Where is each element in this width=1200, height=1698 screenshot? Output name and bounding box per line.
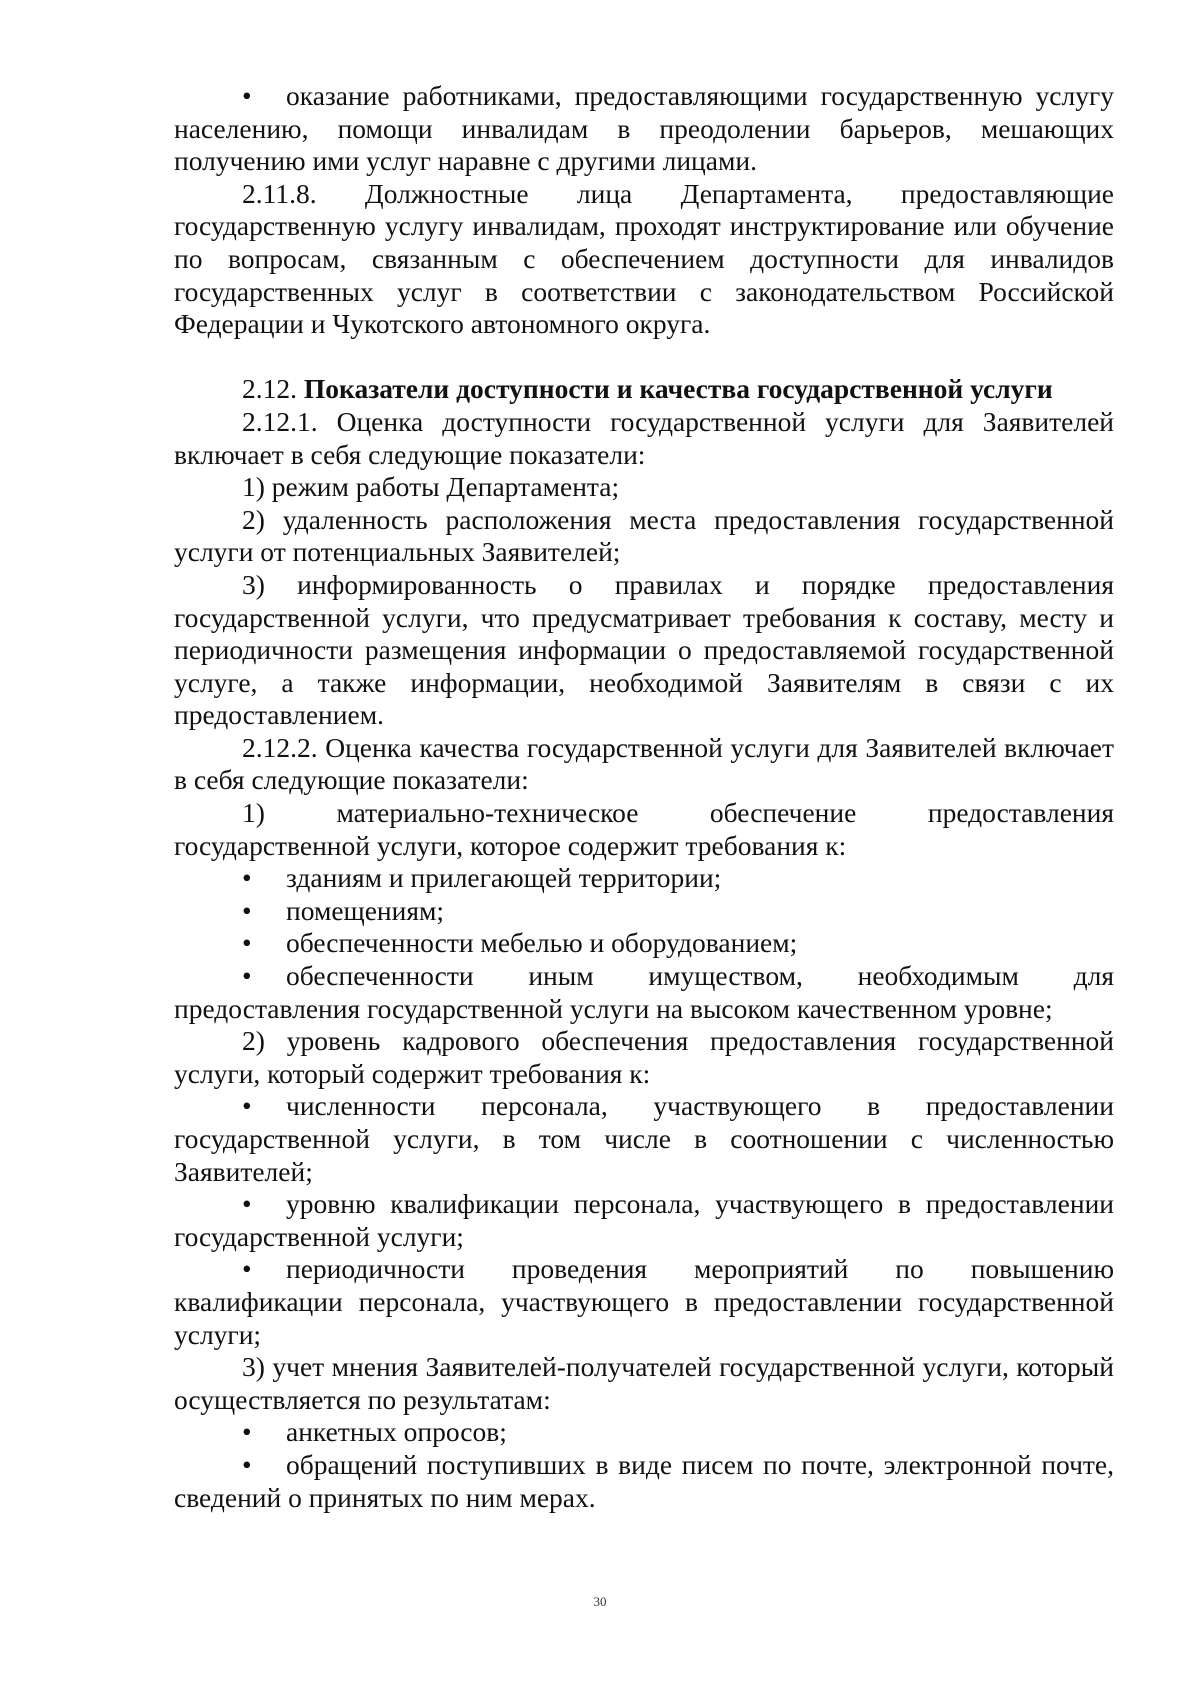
- bullet-item-buildings: [174, 862, 1114, 895]
- bullet-item-training: [174, 1253, 1114, 1351]
- list-item-3-opinion: 3) учет мнения Заявителей-получателей государственной услуги, который осуществляется по результатам:: [174, 1351, 1114, 1415]
- bullet-icon: •: [242, 80, 252, 111]
- bullet-icon: •: [242, 927, 252, 959]
- list-item-2: 2) удаленность расположения места предоставления государственной услуги от потенциальных Заявителей;: [174, 503, 1114, 568]
- bullet-text: численности персонала, участвующего в предоставлении государственной услуги, в том числе в соотношении с численностью Заявителей;: [174, 1090, 1114, 1187]
- bullet-item-assistance: [174, 80, 1114, 178]
- bullet-item-premises: [174, 895, 1114, 928]
- bullet-icon: •: [242, 862, 252, 894]
- bullet-item-staff-number: [174, 1090, 1114, 1188]
- bullet-text: уровню квалификации персонала, участвующего в предоставлении государственной услуги;: [174, 1188, 1114, 1252]
- bullet-icon: •: [242, 1416, 252, 1448]
- list-item-3: 3) информированность о правилах и порядке предоставления государственной услуги, что предусматривает требования к составу, месту и периодичности размещения информации о предоставляемой государственной услуге, а также информации, необходимой Заявителям в связи с их предоставлением.: [174, 568, 1114, 731]
- bullet-icon: •: [242, 1253, 252, 1285]
- list-item-1-material: 1) материально-техническое обеспечение предоставления государственной услуги, которое содержит требования к:: [174, 797, 1114, 861]
- list-item-2-staffing: 2) уровень кадрового обеспечения предоставления государственной услуги, который содержит требования к:: [174, 1025, 1114, 1089]
- bullet-icon: •: [242, 1090, 252, 1122]
- document-page: [174, 80, 1114, 1514]
- bullet-icon: •: [242, 1188, 252, 1220]
- bullet-item-appeals: [174, 1449, 1114, 1514]
- bullet-text: анкетных опросов;: [286, 1416, 507, 1448]
- bullet-item-qualification: [174, 1188, 1114, 1253]
- section-number: 2.12.: [242, 373, 297, 405]
- page-number: 30: [593, 1594, 607, 1609]
- bullet-icon: •: [242, 1448, 252, 1480]
- paragraph-2-12-1: 2.12.1. Оценка доступности государственной услуги для Заявителей включает в себя следующие показатели:: [174, 405, 1114, 470]
- bullet-item-furniture: [174, 927, 1114, 960]
- bullet-icon: •: [242, 894, 252, 926]
- bullet-icon: •: [242, 960, 252, 992]
- bullet-text: зданиям и прилегающей территории;: [286, 862, 722, 894]
- bullet-text: обеспеченности мебелью и оборудованием;: [286, 927, 798, 959]
- bullet-text: обращений поступивших в виде писем по почте, электронной почте, сведений о принятых по ним мерах.: [174, 1448, 1114, 1513]
- section-heading-2-12: [174, 373, 1114, 406]
- list-item-1: 1) режим работы Департамента;: [242, 471, 620, 503]
- bullet-text: обеспеченности иным имуществом, необходимым для предоставления государственной услуги на высоком качественном уровне;: [174, 960, 1114, 1024]
- bullet-item-property: [174, 960, 1114, 1025]
- bullet-text: периодичности проведения мероприятий по повышению квалификации персонала, участвующего в предоставлении государственной услуги;: [174, 1253, 1114, 1350]
- bullet-text: помещениям;: [286, 894, 445, 926]
- bullet-item-surveys: [174, 1416, 1114, 1449]
- bullet-text: оказание работниками, предоставляющими государственную услугу населению, помощи инвалидам в преодолении барьеров, мешающих получению ими услуг наравне с другими лицами.: [174, 80, 1114, 177]
- section-title: Показатели доступности и качества государственной услуги: [303, 373, 1053, 405]
- paragraph-2-12-2: 2.12.2. Оценка качества государственной услуги для Заявителей включает в себя следующие показатели:: [174, 731, 1114, 796]
- paragraph-2-11-8: 2.11.8. Должностные лица Департамента, предоставляющие государственную услугу инвалидам, проходят инструктирование или обучение по вопросам, связанным с обеспечением доступности для инвалидов государственных услуг в соответствии с законодательством Российской Федерации и Чукотского автономного округа.: [174, 177, 1114, 340]
